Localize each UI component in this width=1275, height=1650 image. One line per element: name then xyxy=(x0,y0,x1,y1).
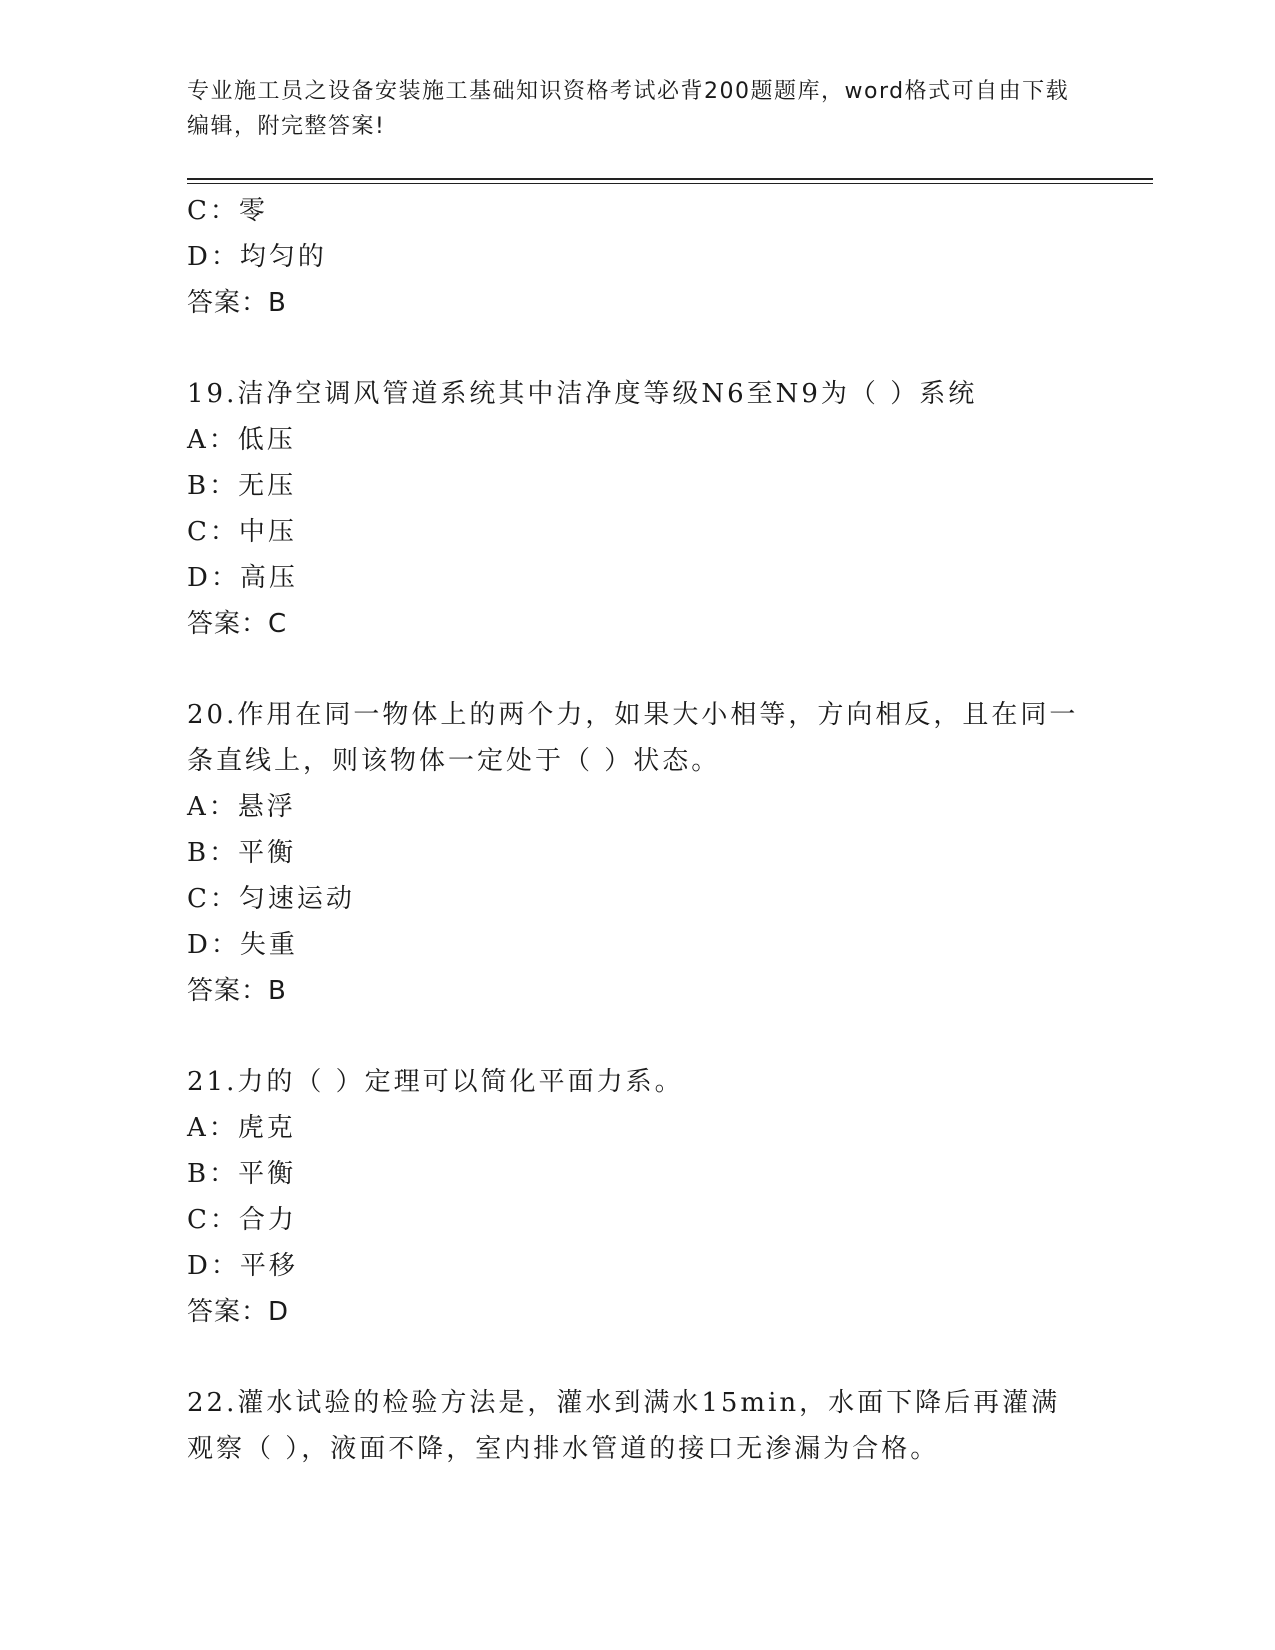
question-text: 20.作用在同一物体上的两个力，如果大小相等，方向相反，且在同一条直线上，则该物体一定处于（ ）状态。 xyxy=(187,700,1079,776)
answer-label: 答案：C xyxy=(187,609,288,639)
question-text: 21.力的（ ）定理可以简化平面力系。 xyxy=(187,1067,684,1097)
option-c: C：合力 xyxy=(187,1205,297,1235)
option-d: D：失重 xyxy=(187,930,298,960)
question-block-20 xyxy=(187,692,1087,1014)
option-d: D：均匀的 xyxy=(187,242,327,272)
option-a: A：低压 xyxy=(187,425,296,455)
document-header: 专业施工员之设备安装施工基础知识资格考试必背200题题库，word格式可自由下载编辑，附完整答案! xyxy=(187,79,1070,139)
header-divider-thick xyxy=(187,178,1153,180)
option-a: A：虎克 xyxy=(187,1113,296,1143)
question-list xyxy=(187,188,1087,1472)
question-block-22 xyxy=(187,1380,1087,1472)
question-block-partial xyxy=(187,188,1087,326)
option-c: C：零 xyxy=(187,196,268,226)
answer-label: 答案：D xyxy=(187,1297,290,1327)
option-c: C：中压 xyxy=(187,517,297,547)
question-block-19 xyxy=(187,371,1087,647)
option-d: D：平移 xyxy=(187,1251,298,1281)
option-b: B：平衡 xyxy=(187,1159,297,1189)
answer-label: 答案：B xyxy=(187,976,287,1006)
question-text: 19.洁净空调风管道系统其中洁净度等级N6至N9为（ ）系统 xyxy=(187,379,978,409)
option-c: C：匀速运动 xyxy=(187,884,355,914)
answer-label: 答案：B xyxy=(187,288,287,318)
header-divider-thin xyxy=(187,183,1153,184)
option-b: B：无压 xyxy=(187,471,297,501)
question-block-21 xyxy=(187,1059,1087,1335)
option-a: A：悬浮 xyxy=(187,792,296,822)
question-text: 22.灌水试验的检验方法是，灌水到满水15min，水面下降后再灌满观察（ ），液面不降，室内排水管道的接口无渗漏为合格。 xyxy=(187,1388,1061,1464)
option-d: D：高压 xyxy=(187,563,298,593)
option-b: B：平衡 xyxy=(187,838,297,868)
